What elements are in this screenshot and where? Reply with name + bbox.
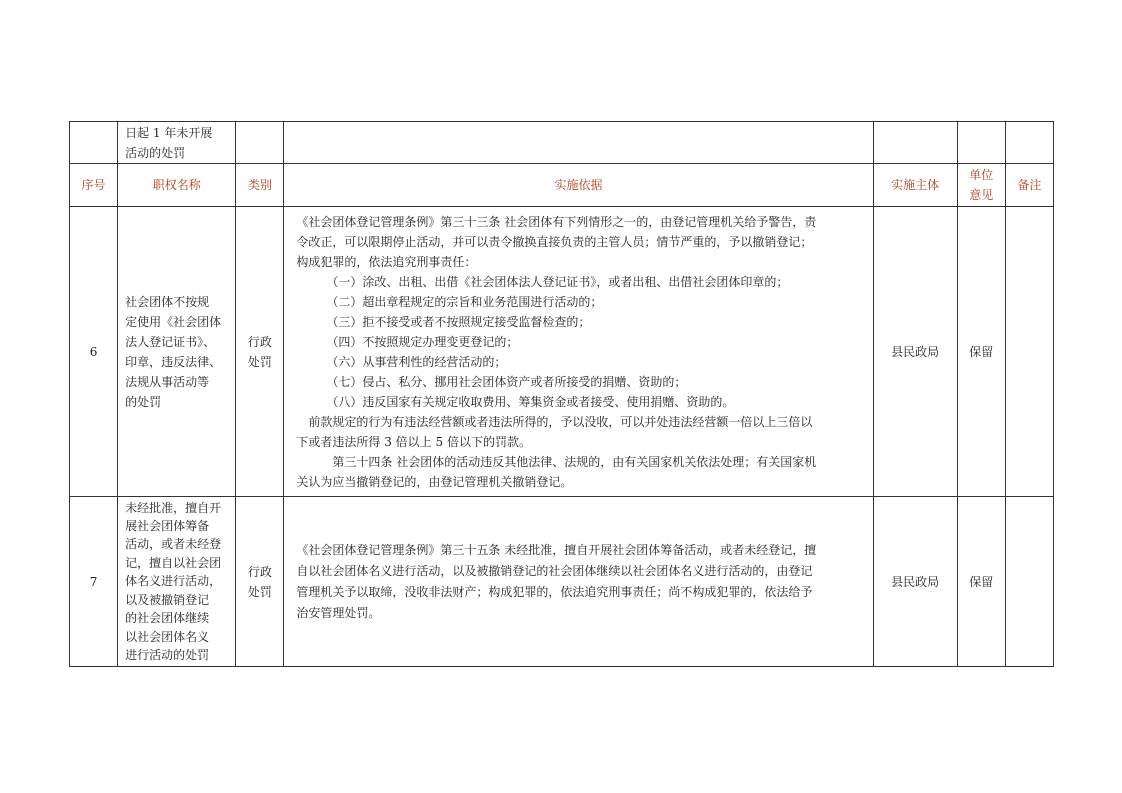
name-line: 体名义进行活动， <box>125 574 222 589</box>
name-line: 社会团体不按规 <box>125 294 210 309</box>
table-row-continued <box>70 122 1054 164</box>
basis-line: 下或者违法所得 3 倍以上 5 倍以下的罚款。 <box>296 434 531 449</box>
name-line: 的社会团体继续 <box>125 611 210 626</box>
table-row <box>70 497 1054 667</box>
name-line: 活动，或者未经登 <box>125 537 222 552</box>
basis-item: （八）违反国家有关规定收取费用、筹集资金或者接受、使用捐赠、资助的。 <box>326 394 735 409</box>
basis-line: 前款规定的行为有违法经营额或者违法所得的，予以没收，可以并处违法经营额一倍以上三倍以 <box>308 414 813 429</box>
name-line: 法规从事活动等 <box>125 374 210 389</box>
category-line: 行政 <box>247 564 272 579</box>
name-cell <box>118 497 236 667</box>
header-remarks: 备注 <box>1005 164 1053 207</box>
remarks-cell <box>1005 207 1053 497</box>
opinion-cell: 保留 <box>957 497 1005 667</box>
name-line: 印章，违反法律、 <box>125 354 222 369</box>
table-row <box>70 207 1054 497</box>
header-row <box>70 164 1054 207</box>
category-line: 处罚 <box>247 584 272 599</box>
seq-cell: 7 <box>70 497 118 667</box>
header-opinion-line: 单位 <box>969 168 994 182</box>
basis-cell <box>284 207 873 497</box>
basis-line: 管理机关予以取缔，没收非法财产；构成犯罪的，依法追究刑事责任；尚不构成犯罪的，依法给予 <box>296 584 813 599</box>
name-line: 以及被撤销登记 <box>125 592 210 607</box>
opinion-cell: 保留 <box>957 207 1005 497</box>
name-line: 活动的处罚 <box>125 145 186 160</box>
subject-cell: 县民政局 <box>873 207 957 497</box>
authority-table <box>69 121 1054 667</box>
header-seq: 序号 <box>70 164 118 207</box>
name-line: 进行活动的处罚 <box>125 647 210 662</box>
name-line: 定使用《社会团体 <box>125 314 222 329</box>
basis-item: （二）超出章程规定的宗旨和业务范围进行活动的； <box>326 294 603 309</box>
name-line: 法人登记证书》、 <box>125 334 216 349</box>
basis-line: 《社会团体登记管理条例》第三十五条 未经批准，擅自开展社会团体筹备活动，或者未经登记，擅 <box>296 542 817 557</box>
header-category: 类别 <box>236 164 284 207</box>
basis-line: 自以社会团体名义进行活动，以及被撤销登记的社会团体继续以社会团体名义进行活动的，由登记 <box>296 563 813 578</box>
category-cell <box>236 122 284 164</box>
category-line: 行政 <box>247 334 272 349</box>
basis-line: 第三十四条 社会团体的活动违反其他法律、法规的，由有关国家机关依法处理；有关国家机 <box>332 454 817 469</box>
remarks-cell <box>1005 497 1053 667</box>
opinion-cell <box>957 122 1005 164</box>
header-subject: 实施主体 <box>873 164 957 207</box>
subject-cell <box>873 122 957 164</box>
name-line: 以社会团体名义 <box>125 629 210 644</box>
name-line: 的处罚 <box>125 394 162 409</box>
header-name: 职权名称 <box>118 164 236 207</box>
category-line: 处罚 <box>247 354 272 369</box>
basis-item: （三）拒不接受或者不按照规定接受监督检查的； <box>326 314 591 329</box>
name-line: 日起 1 年未开展 <box>125 125 213 140</box>
header-basis: 实施依据 <box>284 164 873 207</box>
seq-cell: 6 <box>70 207 118 497</box>
basis-line: 《社会团体登记管理条例》第三十三条 社会团体有下列情形之一的，由登记管理机关给予警告，责 <box>296 214 817 229</box>
basis-item: （六）从事营利性的经营活动的； <box>326 354 507 369</box>
name-line: 展社会团体筹备 <box>125 519 210 534</box>
name-cell <box>118 207 236 497</box>
basis-item: （一）涂改、出租、出借《社会团体法人登记证书》，或者出租、出借社会团体印章的； <box>326 274 789 289</box>
basis-line: 治安管理处罚。 <box>296 605 381 620</box>
name-line: 记，擅自以社会团 <box>125 555 222 570</box>
category-cell <box>236 207 284 497</box>
header-opinion <box>957 164 1005 207</box>
subject-cell: 县民政局 <box>873 497 957 667</box>
header-opinion-line: 意见 <box>969 188 994 202</box>
remarks-cell <box>1005 122 1053 164</box>
basis-cell <box>284 122 873 164</box>
name-cell <box>118 122 236 164</box>
seq-cell <box>70 122 118 164</box>
basis-line: 关认为应当撤销登记的，由登记管理机关撤销登记。 <box>296 474 573 489</box>
category-cell <box>236 497 284 667</box>
basis-item: （七）侵占、私分、挪用社会团体资产或者所接受的捐赠、资助的； <box>326 374 687 389</box>
basis-item: （四）不按照规定办理变更登记的； <box>326 334 519 349</box>
basis-line: 构成犯罪的，依法追究刑事责任： <box>296 254 477 269</box>
basis-cell <box>284 497 873 667</box>
basis-line: 令改正，可以限期停止活动，并可以责令撤换直接负责的主管人员；情节严重的，予以撤销登记； <box>296 234 813 249</box>
name-line: 未经批准，擅自开 <box>125 500 222 515</box>
